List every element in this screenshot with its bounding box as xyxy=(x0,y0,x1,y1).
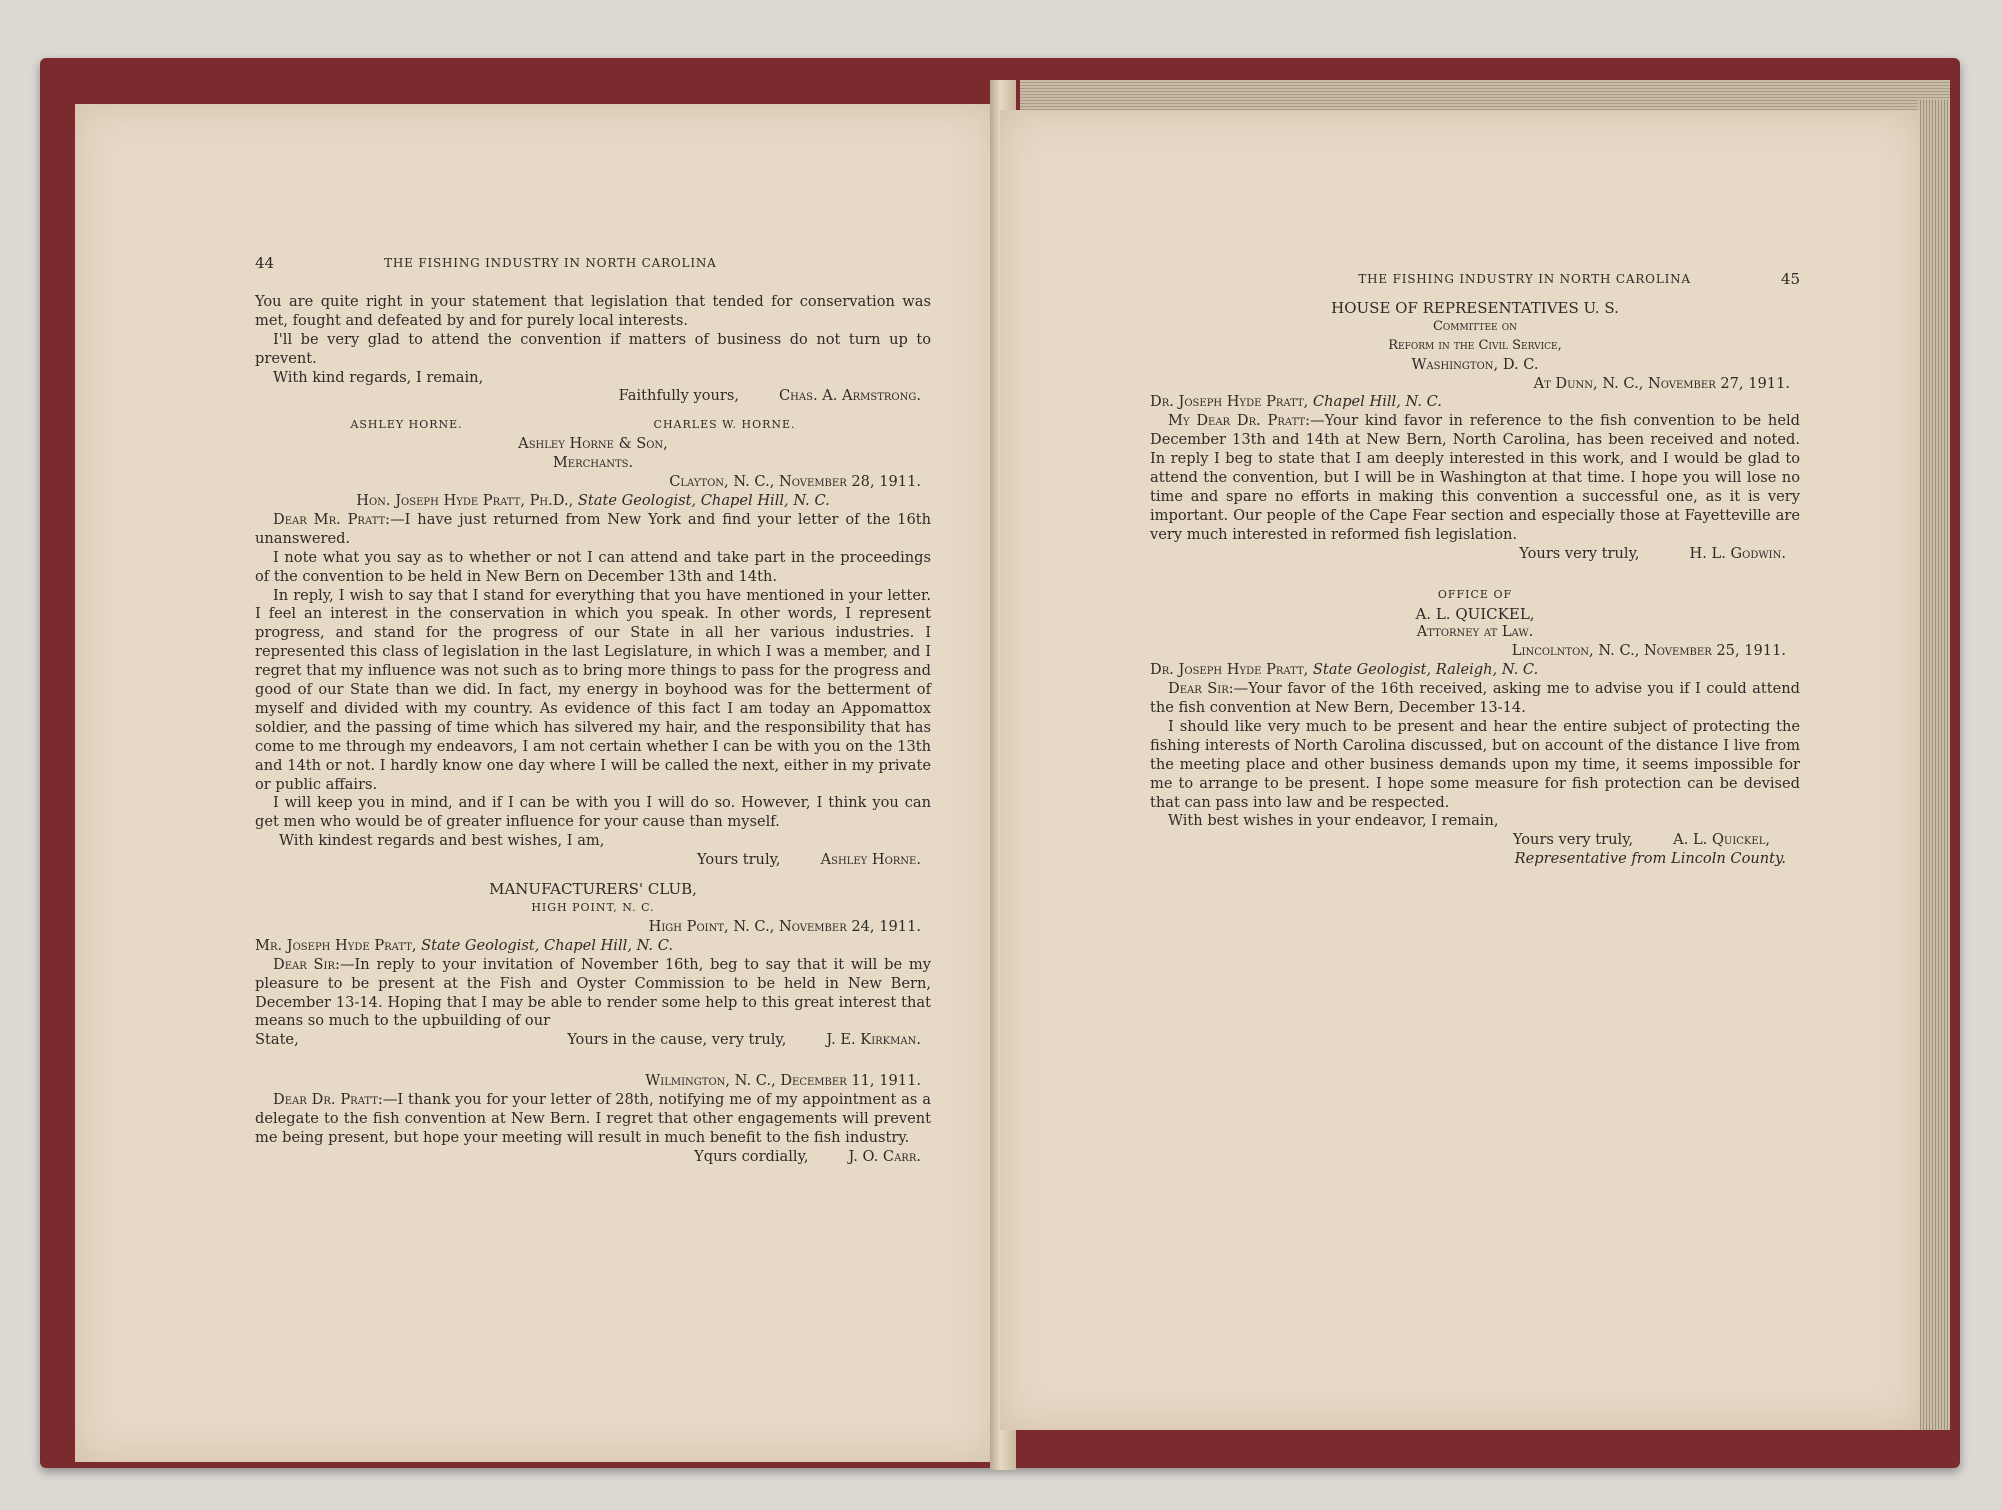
left-header xyxy=(255,254,931,273)
page-number: 45 xyxy=(1780,270,1800,288)
letter-date: Wilmington, N. C., December 11, 1911. xyxy=(645,1072,921,1090)
letter-paragraph: I will keep you in mind, and if I can be with you I will do so. However, I think you can get men who would be of greater influence for your cause than myself. xyxy=(255,794,931,831)
letter-date: High Point, N. C., November 24, 1911. xyxy=(648,917,921,935)
page-number: 44 xyxy=(255,254,275,272)
signature: H. L. Godwin. xyxy=(1689,544,1786,562)
letter-paragraph: Dear Dr. Pratt:—I thank you for your letter of 28th, notifying me of my appointment as a delegate to the fish convention at New Bern. I regret that other engagements will prevent me being present, but hope your meeting will result in much benefit to the fish industry. xyxy=(255,1091,931,1146)
addressee: Dr. Joseph Hyde Pratt, State Geologist, Raleigh, N. C. xyxy=(1150,661,1539,679)
letterhead-city: Washington, D. C. xyxy=(1411,355,1539,373)
letterhead-title: Attorney at Law. xyxy=(1416,623,1534,641)
complimentary-close: Yours very truly, xyxy=(1519,544,1640,562)
letter-paragraph: I note what you say as to whether or not I can attend and take part in the proceedings of the convention to be held in New Bern on December 13th and 14th. xyxy=(255,548,931,585)
letterhead-name: CHARLES W. HORNE. xyxy=(653,418,796,432)
letterhead-name: A. L. QUICKEL, xyxy=(1415,604,1535,623)
left-page xyxy=(75,104,995,1462)
running-head: THE FISHING INDUSTRY IN NORTH CAROLINA xyxy=(384,256,717,270)
signature-line xyxy=(255,1031,921,1050)
signature-line xyxy=(1150,831,1770,850)
letter-paragraph: In reply, I wish to say that I stand for everything that you have mentioned in your letter. I feel an interest in the conservation in which you speak. In other words, I represent progress, and stand for the progress of our State in all her various industries. I represented this class of legislation in the last Legislature, in which I was a member, and I regret that my influence was not such as to bring more things to pass for the progress and good of our State than we did. In fact, my energy in boyhood was for the betterment of myself and divided with my country. As evidence of this fact I am today an Appomattox soldier, and the passing of time which has silvered my hair, and the responsibility that has come to me through my endeavors, I am not certain whether I can be with you on the 13th and 14th or not. I hardly know one day where I will be called the next, either in my private or public affairs. xyxy=(255,586,931,793)
letterhead-names xyxy=(255,416,891,435)
signature-title: Representative from Lincoln County. xyxy=(1514,850,1786,868)
complimentary-close: Yours very truly, xyxy=(1512,831,1634,849)
letter-paragraph: I should like very much to be present and hear the entire subject of protecting the fishing interests of North Carolina discussed, but on account of the distance I live from the meeting place and other business demands upon my time, it seems impossible for me to arrange to be present. I hope some measure for fish protection can be devised that can pass into law and be respected. xyxy=(1150,717,1800,811)
complimentary-close: Yours truly, xyxy=(697,851,781,869)
signature-line xyxy=(255,1148,921,1167)
page-edges-right xyxy=(1918,100,1950,1430)
letter-date: Clayton, N. C., November 28, 1911. xyxy=(669,473,921,491)
signature-line xyxy=(255,851,921,870)
letterhead-org: MANUFACTURERS' CLUB, xyxy=(489,880,697,899)
right-header xyxy=(1150,270,1800,289)
signature-line xyxy=(255,387,921,406)
letterhead-committee-name: Reform in the Civil Service, xyxy=(1388,337,1562,353)
letterhead-office: OFFICE OF xyxy=(1437,587,1513,601)
letter-text: State, xyxy=(255,1031,299,1049)
letterhead-trade: Merchants. xyxy=(552,454,634,472)
addressee: Hon. Joseph Hyde Pratt, Ph.D., State Geologist, Chapel Hill, N. C. xyxy=(356,491,830,509)
signature: J. O. Carr. xyxy=(848,1147,921,1165)
right-page xyxy=(1000,110,1920,1430)
letter-paragraph: Dear Mr. Pratt:—I have just returned from New York and find your letter of the 16th unanswered. xyxy=(255,510,931,547)
letter-paragraph: My Dear Dr. Pratt:—Your kind favor in reference to the fish convention to be held December 13th and 14th at New Bern, North Carolina, has been received and noted. In reply I beg to state that I am deeply interested in this work, and I would be glad to attend the convention, but I will be in Washington at that time. I hope you will lose no time and spare no efforts in making this convention a successful one, as it is very important. Our people of the Cape Fear section and especially those at Fayetteville are very much interested in reformed fish legislation. xyxy=(1150,412,1800,543)
signature: J. E. Kirkman. xyxy=(826,1031,921,1049)
complimentary-close: Yqurs cordially, xyxy=(694,1147,809,1165)
letter-paragraph: With kind regards, I remain, xyxy=(273,368,484,386)
letter-paragraph: Dear Sir:—In reply to your invitation of November 16th, beg to say that it will be my pleasure to be present at the Fish and Oyster Commission to be held in New Bern, December 13-14. Hoping that I may be able to render some help to this great interest that means so much to the upbuilding of our xyxy=(255,955,931,1030)
addressee: Dr. Joseph Hyde Pratt, Chapel Hill, N. C. xyxy=(1150,393,1442,411)
letter-paragraph: Dear Sir:—Your favor of the 16th received, asking me to advise you if I could attend the fish convention at New Bern, December 13-14. xyxy=(1150,680,1800,717)
letterhead-org: HOUSE OF REPRESENTATIVES U. S. xyxy=(1331,298,1619,317)
left-page-text xyxy=(255,254,931,1167)
letter-date: At Dunn, N. C., November 27, 1911. xyxy=(1533,374,1790,392)
letter-date: Lincolnton, N. C., November 25, 1911. xyxy=(1511,642,1786,660)
letter-paragraph: With best wishes in your endeavor, I remain, xyxy=(1168,812,1499,830)
addressee: Mr. Joseph Hyde Pratt, State Geologist, Chapel Hill, N. C. xyxy=(255,936,673,954)
letterhead-firm: Ashley Horne & Son, xyxy=(518,435,668,453)
letter-paragraph: With kindest regards and best wishes, I am, xyxy=(279,832,605,850)
page-edges-top xyxy=(1020,80,1950,114)
letterhead-place: HIGH POINT, N. C. xyxy=(531,901,655,914)
letter-paragraph: I'll be very glad to attend the convention if matters of business do not turn up to prevent. xyxy=(255,330,931,367)
running-head: THE FISHING INDUSTRY IN NORTH CAROLINA xyxy=(1358,272,1691,286)
signature: Chas. A. Armstrong. xyxy=(779,387,921,405)
complimentary-close: Yours in the cause, very truly, xyxy=(567,1031,787,1049)
signature: A. L. Quickel, xyxy=(1673,831,1770,849)
complimentary-close: Faithfully yours, xyxy=(618,387,739,405)
letterhead-committee: Committee on xyxy=(1432,318,1517,334)
signature-line xyxy=(1150,545,1786,564)
letterhead-name: ASHLEY HORNE. xyxy=(350,418,463,432)
right-page-text xyxy=(1150,270,1800,869)
letter-paragraph: You are quite right in your statement that legislation that tended for conservation was met, fought and defeated by and for purely local interests. xyxy=(255,292,931,329)
signature: Ashley Horne. xyxy=(820,851,921,869)
